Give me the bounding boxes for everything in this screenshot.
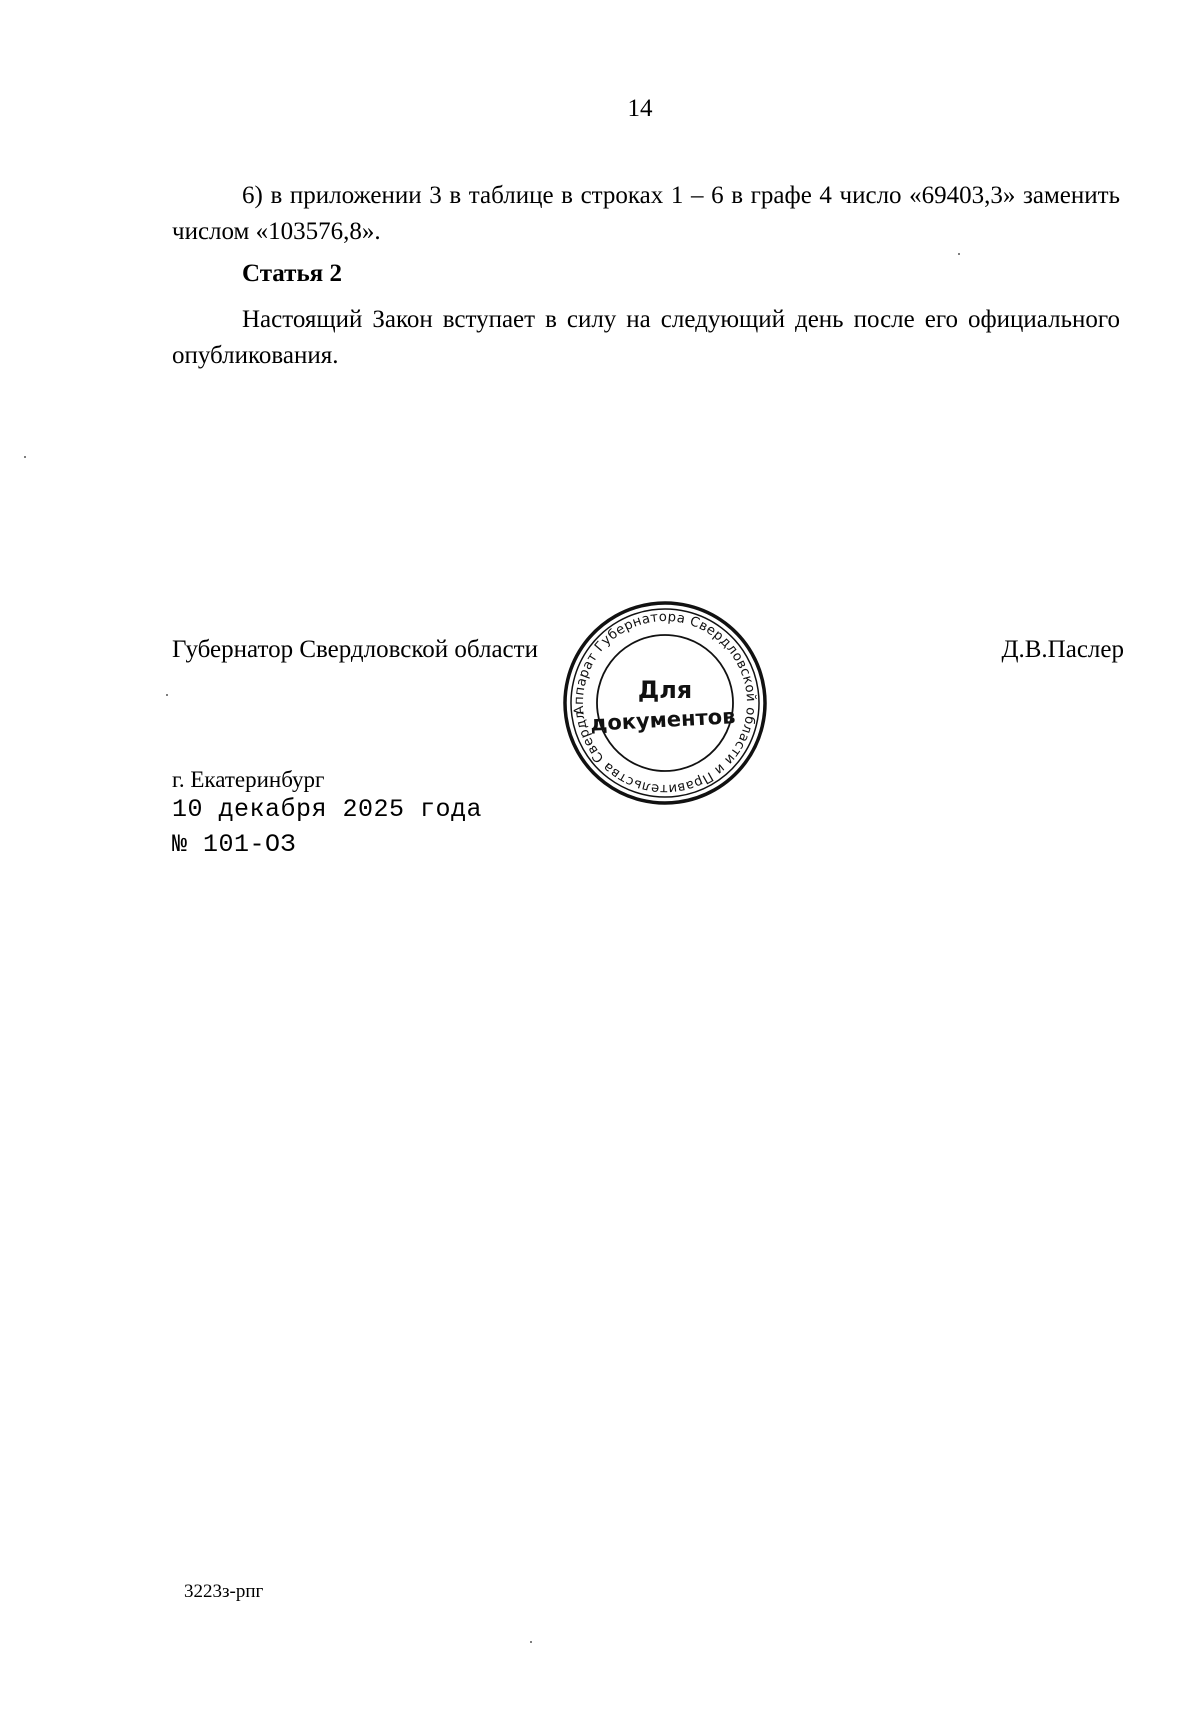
official-stamp bbox=[560, 598, 770, 808]
article-heading: Статья 2 bbox=[242, 260, 342, 287]
signer-title: Губернатор Свердловской области bbox=[172, 636, 538, 663]
scan-speck bbox=[530, 1641, 532, 1643]
scan-speck bbox=[24, 456, 26, 458]
amendment-paragraph: 6) в приложении 3 в таблице в строках 1 – 6 в графе 4 число «69403,3» заменить числом «103576,8». bbox=[172, 182, 1120, 245]
stamp-center-line-2: документов bbox=[589, 704, 736, 736]
page-number: 14 bbox=[627, 95, 653, 122]
stamp-center-line-1: Для bbox=[637, 676, 693, 704]
issue-number: № 101-ОЗ bbox=[172, 830, 297, 859]
footer-code: 3223з-рпг bbox=[184, 1581, 264, 1602]
signer-name: Д.В.Паслер bbox=[1001, 636, 1124, 663]
issue-date: 10 декабря 2025 года bbox=[172, 795, 483, 824]
scan-speck bbox=[958, 253, 960, 255]
stamp-seal-icon bbox=[560, 598, 770, 808]
article-text: Настоящий Закон вступает в силу на следующий день после его официального опубликования. bbox=[172, 306, 1120, 369]
scan-speck bbox=[166, 694, 168, 696]
issue-place: г. Екатеринбург bbox=[172, 767, 325, 792]
stamp-ring-text: Аппарат Губернатора Свердловской области и Правительства Свердловской bbox=[571, 609, 759, 797]
